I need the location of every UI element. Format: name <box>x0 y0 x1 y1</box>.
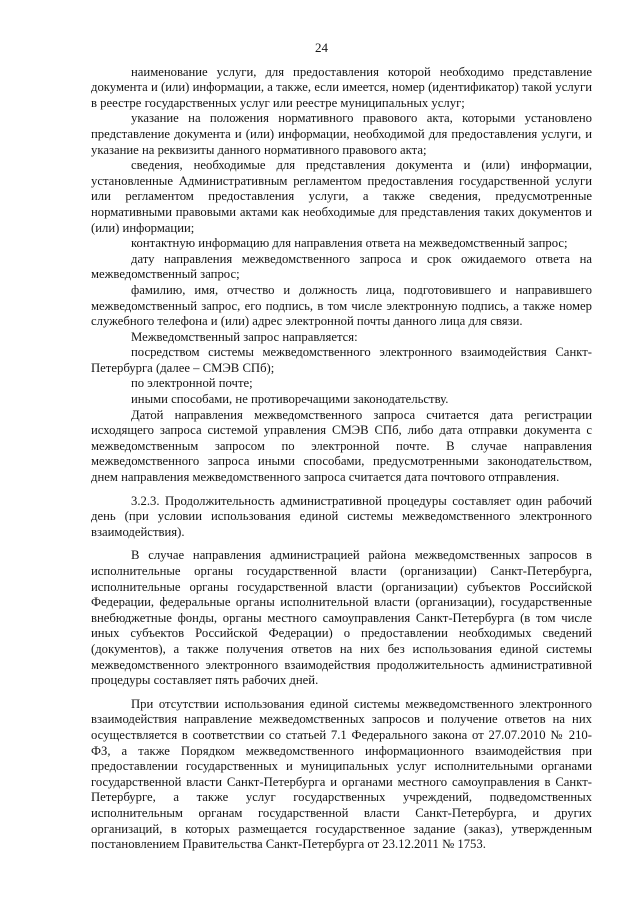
page-number: 24 <box>315 40 328 55</box>
paragraph: наименование услуги, для предоставления которой необходимо представление документа и (или) информации, а также, если имеется, номер (идентификатор) такой услуги в реестре государственных услуг или реестре муниципальных услуг; <box>91 64 592 110</box>
paragraph: При отсутствии использования единой системы межведомственного электронного взаимодействия направление межведомственных запросов и получение ответов на них осуществляется в соответствии со статьей 7.1 Федерального закона от 27.07.2010 № 210-ФЗ, а также Порядком межведомственного информационного взаимодействия при предоставлении государственных и муниципальных услуг исполнительными органами государственной власти Санкт-Петербурга и органами местного самоуправления в Санкт-Петербурге, а также услуг государственных учреждений, подведомственных исполнительным органам государственной власти Санкт-Петербурга, и других организаций, в которых размещается государственное задание (заказ), утвержденным постановлением Правительства Санкт-Петербурга от 23.12.2011 № 1753. <box>91 696 592 852</box>
paragraph: указание на положения нормативного правового акта, которыми установлено представление документа и (или) информации, необходимой для предоставления услуги, и указание на реквизиты данного нормативного правового акта; <box>91 111 592 157</box>
paragraph: Межведомственный запрос направляется: <box>131 329 358 344</box>
document-body <box>91 65 592 853</box>
paragraph: посредством системы межведомственного электронного взаимодействия Санкт-Петербурга (далее – СМЭВ СПб); <box>91 345 592 375</box>
paragraph-section-3-2-3: 3.2.3. Продолжительность административной процедуры составляет один рабочий день (при условии использования единой системы межведомственного электронного взаимодействия). <box>91 493 592 539</box>
paragraph: иными способами, не противоречащими законодательству. <box>131 392 449 407</box>
paragraph: Датой направления межведомственного запроса считается дата регистрации исходящего запроса системой управления СМЭВ СПб, либо дата отправки документа с межведомственным запросом по электронной почте. В случае направления межведомственного запроса иными способами, предусмотренными законодательством, днем направления межведомственного запроса считается дата почтового отправления. <box>91 407 592 485</box>
paragraph: по электронной почте; <box>131 376 253 391</box>
paragraph: сведения, необходимые для представления документа и (или) информации, установленные Административным регламентом предоставления государственной услуги или регламентом предоставления услуги, а также сведения, предусмотренные нормативными правовыми актами как необходимые для представления таких документов и (или) информации; <box>91 158 592 235</box>
paragraph: дату направления межведомственного запроса и срок ожидаемого ответа на межведомственный запрос; <box>91 251 592 282</box>
paragraph: контактную информацию для направления ответа на межведомственный запрос; <box>131 236 568 251</box>
paragraph: В случае направления администрацией района межведомственных запросов в исполнительные органы государственной власти (организации) Санкт-Петербурга, исполнительные органы государственной власти (организации) субъектов Российской Федерации, федеральные органы исполнительной власти (организации), государственные внебюджетные фонды, органы местного самоуправления Санкт-Петербурга (в том числе иных субъектов Российской Федерации) о предоставлении необходимых сведений (документов), а также получения ответов на них без использования единой системы межведомственного электронного взаимодействия продолжительность административной процедуры составляет пять рабочих дней. <box>91 548 592 688</box>
paragraph: фамилию, имя, отчество и должность лица, подготовившего и направившего межведомственный запрос, его подпись, в том числе электронную подпись, а также номер служебного телефона и (или) адрес электронной почты данного лица для связи. <box>91 282 592 329</box>
